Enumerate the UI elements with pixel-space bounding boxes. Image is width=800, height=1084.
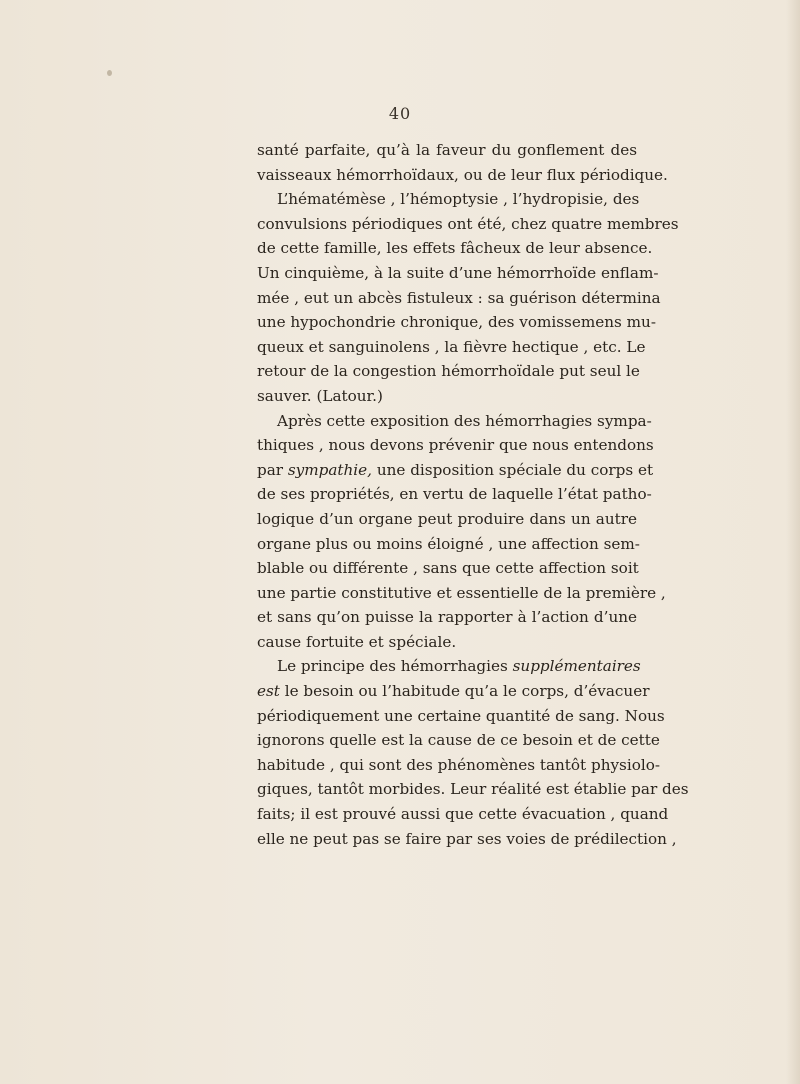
- text-line: [257, 138, 637, 163]
- text-run: thiques , nous devons prévenir que nous entendons: [257, 436, 654, 455]
- page-number: 40: [388, 104, 412, 123]
- text-run: de ses propriétés, en vertu de laquelle l’état patho-: [257, 485, 652, 504]
- text-run: vaisseaux hémorrhoïdaux, ou de leur flux périodique.: [257, 165, 668, 184]
- text-line: [257, 777, 689, 802]
- text-run: Un cinquième, à la suite d’une hémorrhoïde enflam-: [257, 263, 659, 282]
- text-line: [257, 630, 637, 655]
- italic-text: est: [257, 682, 280, 701]
- text-line: [257, 728, 660, 753]
- text-line: [257, 212, 679, 237]
- text-line: [257, 458, 654, 483]
- paper-spot: [107, 70, 112, 76]
- text-run: sauver. (Latour.): [257, 386, 383, 405]
- text-line: [257, 236, 653, 261]
- text-run: le besoin ou l’habitude qu’a le corps, d’évacuer: [279, 682, 650, 701]
- text-run: santé parfaite, qu’à la faveur du gonflement des: [257, 141, 637, 159]
- text-line: [257, 605, 637, 630]
- text-run: cause fortuite et spéciale.: [257, 632, 457, 651]
- text-run: organe plus ou moins éloigné , une affection sem-: [257, 534, 640, 553]
- body-text: [257, 138, 689, 851]
- page-edge-shadow: [786, 0, 800, 1084]
- text-line: [257, 187, 640, 212]
- text-line: [257, 261, 659, 286]
- text-run: de cette famille, les effets fâcheux de leur absence.: [257, 239, 653, 258]
- text-run: L’hématémèse , l’hémoptysie , l’hydropisie, des: [277, 190, 640, 209]
- text-run: périodiquement une certaine quantité de sang. Nous: [257, 706, 665, 725]
- text-run: Après cette exposition des hémorrhagies sympa-: [277, 411, 652, 430]
- text-line: [257, 335, 646, 360]
- text-line: [257, 286, 661, 311]
- text-line: [257, 384, 637, 409]
- text-run: giques, tantôt morbides. Leur réalité est établie par des: [257, 780, 689, 799]
- text-line: [257, 704, 665, 729]
- text-line: [257, 507, 637, 532]
- text-line: [257, 802, 669, 827]
- text-line: [257, 753, 660, 778]
- text-line: [257, 556, 637, 581]
- text-line: [257, 654, 641, 679]
- text-run: retour de la congestion hémorrhoïdale put seul le: [257, 362, 640, 381]
- text-run: elle ne peut pas se faire par ses voies de prédilection ,: [257, 829, 677, 848]
- text-line: [257, 359, 640, 384]
- text-run: habitude , qui sont des phénomènes tantôt physiolo-: [257, 755, 660, 774]
- text-run: mée , eut un abcès fistuleux : sa guérison détermina: [257, 288, 661, 307]
- text-line: [257, 310, 656, 335]
- text-run: une partie constitutive et essentielle de la première ,: [257, 583, 666, 602]
- text-run: ignorons quelle est la cause de ce besoin et de cette: [257, 731, 660, 750]
- text-run: faits; il est prouvé aussi que cette évacuation , quand: [257, 805, 669, 824]
- text-run: une hypochondrie chronique, des vomissemens mu-: [257, 313, 656, 332]
- text-run: convulsions périodiques ont été, chez quatre membres: [257, 214, 679, 233]
- text-line: [257, 581, 666, 606]
- text-run: et sans qu’on puisse la rapporter à l’action d’une: [257, 608, 637, 627]
- text-line: [257, 433, 654, 458]
- text-line: [257, 409, 652, 434]
- italic-text: sympathie,: [287, 460, 372, 479]
- text-run: queux et sanguinolens , la fièvre hectique , etc. Le: [257, 337, 646, 356]
- text-line: [257, 532, 640, 557]
- text-run: blable ou différente , sans que cette affection soit: [257, 559, 639, 578]
- text-run: par: [257, 460, 288, 479]
- italic-text: supplémentaires: [512, 657, 641, 676]
- text-line: [257, 163, 668, 188]
- text-line: [257, 827, 677, 852]
- text-run: logique d’un organe peut produire dans un autre: [257, 509, 637, 528]
- text-line: [257, 679, 650, 704]
- text-line: [257, 482, 652, 507]
- text-run: une disposition spéciale du corps et: [372, 460, 654, 479]
- text-run: Le principe des hémorrhagies: [277, 657, 513, 676]
